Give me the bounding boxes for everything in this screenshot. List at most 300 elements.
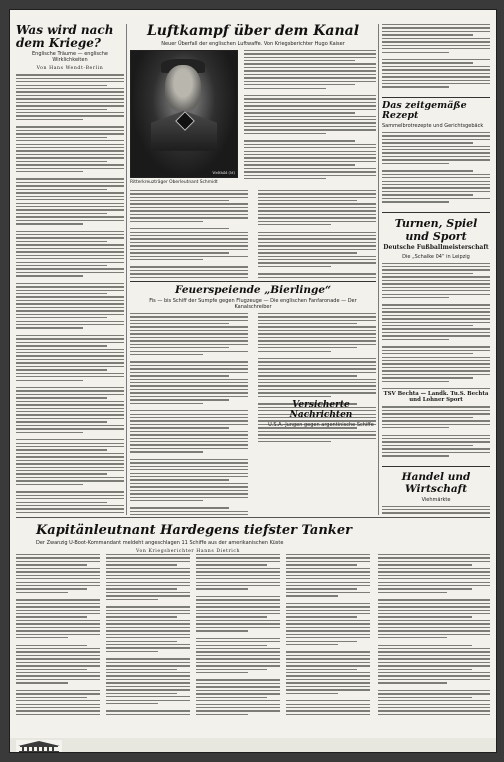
text-line [286,714,370,715]
text-line [16,290,124,291]
text-line [130,396,248,397]
text-line [130,414,248,415]
text-line [378,568,490,569]
text-line [106,592,190,593]
text-line [106,637,190,638]
bottom-col-3 [196,554,280,734]
text-line [16,418,124,419]
text-line [196,571,280,572]
text-line [378,651,490,652]
text-line [378,603,490,604]
text-line [130,235,248,236]
text-line [378,707,490,708]
text-line [378,571,490,572]
text-line [16,557,100,558]
text-line [382,174,490,175]
text-line [130,203,248,204]
text-line [382,435,490,436]
column-rule [126,24,127,515]
text-line [382,363,490,364]
text-line [16,401,124,402]
text-line [16,634,100,635]
text-line [130,221,203,222]
text-line [382,276,490,277]
text-line [130,333,248,334]
text-line [244,88,326,89]
text-line [382,455,449,456]
text-line [378,645,472,646]
text-line [382,191,490,192]
text-line [382,24,490,25]
text-line [258,221,376,222]
text-line [286,689,370,690]
text-line [16,651,100,652]
text-line [130,313,248,314]
recipe-headline: Das zeitgemäße Rezept [382,99,467,121]
text-line [258,375,357,376]
text-line [196,620,280,621]
text-line [130,256,248,257]
text-line [244,151,376,152]
text-line [258,262,376,263]
text-line [382,181,490,182]
text-line [130,228,229,229]
text-line [258,441,331,442]
text-line [244,116,376,117]
text-line [130,448,248,449]
text-line [258,351,331,352]
text-line [258,344,376,345]
text-line [130,320,248,321]
text-line [106,606,190,607]
text-line [244,126,376,127]
text-line [244,81,376,82]
text-line [130,483,248,484]
text-line [382,427,449,428]
text-line [196,679,280,680]
text-line [196,693,280,694]
text-line [378,613,490,614]
text-line [382,69,490,70]
text-line [16,714,100,715]
text-line [16,480,124,481]
text-line [130,252,229,253]
text-line [382,438,490,439]
text-line [16,178,124,179]
text-line [106,616,177,617]
text-line [16,321,124,322]
text-line [130,479,229,480]
text-line [16,317,107,318]
text-line [16,355,124,356]
text-line [16,209,124,210]
text-line [258,224,331,225]
text-line [196,582,280,583]
text-line [130,427,229,428]
text-line [258,434,376,435]
text-line [130,273,248,274]
text-line [16,244,124,245]
text-line [286,644,338,645]
text-line [106,682,190,683]
text-line [258,382,376,383]
text-line [106,696,190,697]
text-line [378,599,490,600]
text-line [382,290,490,291]
text-line [382,339,449,340]
text-line [16,655,100,656]
text-line [382,194,473,195]
text-line [196,627,280,628]
text-line [382,48,490,49]
text-line [258,214,376,215]
text-line [382,27,490,28]
text-line [16,425,124,426]
text-line [258,210,376,211]
text-line [16,564,87,565]
middle-section2-subline: Fis — bis Schiff der Sumpfe gegen Flugzeuge — Die englischen Fanfaronade — Der Kanalschreiber [149,297,357,310]
text-line [130,500,203,501]
text-line [378,627,490,628]
text-line [244,67,376,68]
text-line [16,697,87,698]
text-line [382,280,490,281]
text-line [106,710,190,711]
middle-section2-col1 [130,313,248,515]
text-line [16,460,124,461]
text-line [130,511,248,512]
text-line [16,456,124,457]
text-line [258,337,376,338]
text-line [130,354,203,355]
text-line [286,627,370,628]
text-line [130,382,248,383]
text-line [258,361,376,362]
middle-article-right [244,50,376,186]
text-line [16,133,124,134]
text-line [258,190,376,191]
text-line [378,693,490,694]
text-line [130,462,248,463]
middle-article-col1 [130,190,248,281]
text-line [382,318,490,319]
text-line [286,707,370,708]
text-line [130,473,248,474]
text-line [16,421,107,422]
text-line [16,453,124,454]
text-line [130,486,248,487]
text-line [106,623,190,624]
text-line [16,185,124,186]
text-line [106,647,190,648]
text-line [382,170,473,171]
text-line [16,387,124,388]
text-line [286,564,357,565]
text-line [382,311,490,312]
text-line [258,203,376,204]
text-line [130,403,203,404]
text-line [196,606,280,607]
text-line [382,62,473,63]
bottom-subline: Der Zwanzig U-Boot-Kommandant meldeht angeschlagen 11 Schiffe aus der amerikanischen Küste [36,539,284,546]
news-box-headline: Versicherte Nachrichten [289,400,353,420]
text-line [286,675,370,676]
text-line [106,714,190,715]
text-line [130,193,248,194]
text-line [130,245,248,246]
text-line [16,255,124,256]
text-line [258,238,376,239]
text-line [286,561,370,562]
text-line [382,266,490,267]
trade-text [382,506,490,515]
recipe-subline: Sammelbrotrezepte und Gerichtsgebäck [382,122,484,129]
text-line [196,707,280,708]
text-line [16,140,124,141]
text-line [378,610,490,611]
text-line [286,578,370,579]
text-line [382,41,490,42]
text-line [244,154,376,155]
text-line [16,91,124,92]
text-line [382,83,490,84]
text-line [16,414,124,415]
text-line [382,177,490,178]
text-line [286,557,370,558]
text-line [130,459,248,460]
text-line [258,259,376,260]
text-line [258,313,376,314]
news-box-subline: U.S.A.-Jungen gegen argentinische Schiffe [268,422,374,428]
text-line [16,115,124,116]
text-line [378,582,490,583]
text-line [258,358,376,359]
text-line [258,340,376,341]
text-line [16,672,100,673]
text-line [382,335,490,336]
text-line [382,308,490,309]
text-line [378,585,490,586]
text-line [382,287,490,288]
text-line [16,335,124,336]
text-line [106,658,190,659]
text-line [286,710,370,711]
text-line [258,347,357,348]
text-line [286,610,370,611]
text-line [258,385,376,386]
text-line [130,190,248,191]
text-line [378,700,490,701]
text-line [258,193,376,194]
text-line [16,109,107,110]
text-line [258,330,376,331]
middle-article-col2 [258,190,376,281]
middle-subline: Neuer Überfall der englischen Luftwaffe. Von Kriegsberichter Hugo Kaiser [161,40,345,47]
text-line [16,88,124,89]
text-line [258,266,331,267]
text-line [286,554,370,555]
archive-logo-icon [16,740,62,752]
text-line [196,714,248,715]
text-line [286,693,338,694]
text-line [16,484,83,485]
text-line [106,554,190,555]
text-line [258,379,376,380]
bottom-byline: Von Kriegsberichter Hanns Dietrich [136,548,241,554]
text-line [196,616,267,617]
text-line [16,352,124,353]
text-line [258,207,376,208]
text-line [382,509,490,510]
text-line [382,135,490,136]
text-line [378,564,472,565]
text-line [286,595,338,596]
text-line [382,198,490,199]
text-line [258,389,376,390]
text-line [382,506,490,507]
text-line [378,697,472,698]
text-line [244,171,376,172]
text-line [196,648,280,649]
text-line [382,201,449,202]
text-line [16,303,124,304]
column-rule [378,24,379,515]
text-line [382,304,490,305]
text-line [130,340,248,341]
text-line [16,512,124,513]
text-line [106,613,190,614]
text-line [130,375,229,376]
text-line [258,438,376,439]
text-line [382,417,473,418]
bottom-col-2 [106,554,190,734]
text-line [244,63,376,64]
text-line [286,606,370,607]
text-line [382,149,490,150]
text-line [382,59,490,60]
text-line [16,707,100,708]
text-line [130,385,248,386]
text-line [382,86,449,87]
text-line [286,641,357,642]
text-line [130,361,248,362]
text-line [16,126,124,127]
text-line [196,561,280,562]
text-line [244,112,355,113]
text-line [16,554,100,555]
text-line [382,424,490,425]
text-line [378,554,490,555]
text-line [286,620,370,621]
text-line [244,109,376,110]
left-subline: Englische Träume — englische Wirklichkeiten [32,51,108,64]
text-line [258,392,376,393]
text-line [286,623,370,624]
text-line [16,679,100,680]
text-line [130,476,248,477]
text-line [130,232,248,233]
text-line [16,171,83,172]
text-line [258,249,376,250]
text-line [130,372,248,373]
text-line [16,314,124,315]
text-line [378,592,447,593]
text-line [382,294,490,295]
text-line [382,52,449,53]
photo-caption: Ritterkreuzträger Oberleutnant Schmidt [130,179,218,185]
text-line [244,119,376,120]
text-line [196,557,280,558]
text-line [196,578,280,579]
text-line [106,599,158,600]
text-line [244,161,376,162]
text-line [16,477,124,478]
text-line [382,357,490,358]
text-line [106,700,190,701]
text-line [16,380,83,381]
text-line [16,168,124,169]
text-line [130,210,248,211]
text-line [16,283,124,284]
text-line [16,296,124,297]
text-line [16,310,124,311]
text-line [286,682,370,683]
text-line [382,441,490,442]
text-line [244,70,376,71]
text-line [130,351,248,352]
text-line [244,168,376,169]
text-line [130,368,248,369]
text-line [258,326,376,327]
text-line [378,714,490,715]
text-line [258,217,376,218]
text-line [106,568,190,569]
text-line [16,327,83,328]
text-line [286,686,370,687]
text-line [258,396,331,397]
right-column [382,24,490,515]
text-line [130,438,248,439]
text-line [382,73,490,74]
text-line [196,690,280,691]
text-line [244,175,376,176]
text-line [106,630,190,631]
text-line [382,269,490,270]
text-line [378,557,490,558]
text-line [286,592,370,593]
text-line [244,144,376,145]
text-line [106,669,177,670]
text-line [16,137,107,138]
text-line [258,232,376,233]
text-line [106,651,158,652]
text-line [244,84,355,85]
text-line [16,620,100,621]
text-line [286,655,370,656]
text-line [130,469,248,470]
sport-inner-headline: Die „Schalke 04“ in Leipzig [402,253,470,260]
text-line [16,272,124,273]
text-line [16,578,100,579]
text-line [382,132,490,133]
text-line [16,675,100,676]
text-line [16,446,124,447]
text-line [196,568,280,569]
text-line [258,200,357,201]
text-line [130,434,248,435]
text-line [258,372,376,373]
text-line [378,630,490,631]
